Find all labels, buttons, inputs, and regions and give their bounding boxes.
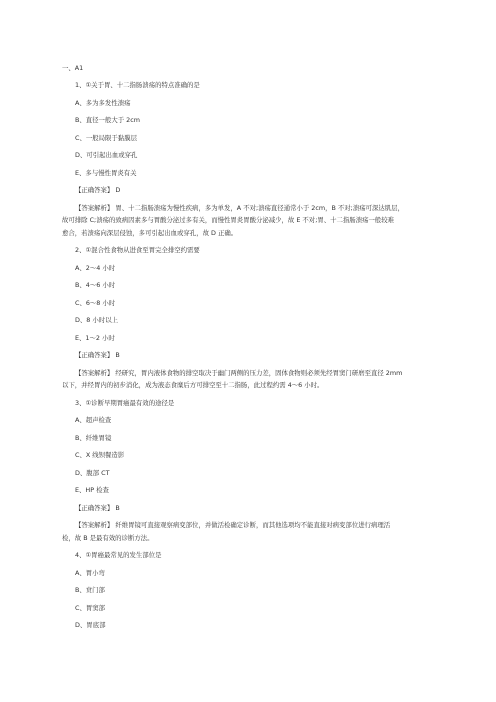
answer-option: E、HP 检查 (75, 486, 109, 494)
answer-explanation (62, 521, 436, 542)
explanation-line: 【答案解析】 经研究，胃内液体食物的排空取决于幽门两侧的压力差，固体食物则必须先经胃窦门研磨至直径 2mm (75, 368, 403, 377)
question-block (62, 81, 436, 237)
answer-option: C、6～8 小时 (75, 298, 116, 307)
question-list (62, 81, 436, 629)
explanation-line: 【答案解析】 纤维胃镜可直接观察病变部位，并做活检确定诊断，而其他选项均不能直接对病变部位进行病理活 (75, 521, 391, 529)
answer-option: C、胃窦部 (75, 603, 106, 612)
answer-option: D、胃底部 (75, 621, 106, 629)
answer-option: C、X 线钡餐造影 (75, 451, 125, 459)
document-content (62, 64, 436, 639)
answer-option: D、可引起出血或穿孔 (75, 151, 138, 159)
answer-option: A、胃小弯 (75, 568, 105, 577)
answer-option: C、一般局限于黏膜层 (75, 133, 137, 142)
explanation-line: 以下，并经胃内的初步消化，成为液态食糜后方可排空至十二指肠，此过程约需 4～6 小时。 (62, 381, 324, 389)
answer-option: E、多与慢性胃炎有关 (75, 168, 137, 177)
question-block (62, 551, 436, 629)
correct-answer: 【正确答案】 D (75, 186, 121, 194)
question-block (62, 246, 436, 389)
correct-answer: 【正确答案】 B (75, 351, 120, 359)
explanation-line: 【答案解析】 胃、十二指肠溃疡为慢性疾病，多为单发，A 不对;溃疡直径通常小于 2cm，B 不对;溃疡可深达肌层， (75, 203, 404, 212)
answer-option: A、多为多发性溃疡 (75, 98, 131, 107)
answer-option: E、1～2 小时 (75, 333, 115, 342)
answer-option: B、贲门部 (75, 586, 105, 594)
answer-option: D、8 小时以上 (75, 316, 118, 324)
answer-option: A、超声检查 (75, 416, 112, 424)
explanation-line: 故可排除 C;溃疡的致病因素多与胃酸分泌过多有关，而慢性胃炎胃酸分泌减少，故 E 不对;胃、十二指肠溃疡一般较难 (62, 216, 395, 224)
answer-explanation (62, 369, 436, 390)
question-stem: 1、①关于胃、十二指肠溃疡的特点准确的是 (75, 81, 200, 89)
question-block (62, 399, 436, 542)
explanation-line: 检，故 B 是最有效的诊断方法。 (62, 533, 154, 542)
question-stem: 3、①诊断早期胃癌最有效的途径是 (75, 398, 175, 407)
question-stem: 4、①胃癌最常见的发生部位是 (75, 551, 162, 559)
correct-answer: 【正确答案】 B (75, 503, 120, 512)
section-title: 一、A1 (62, 64, 84, 72)
question-stem: 2、①混合性食物从进食至胃完全排空约需要 (75, 246, 200, 254)
answer-option: A、2～4 小时 (75, 263, 116, 272)
explanation-line: 愈合，若溃疡向深层侵蚀，多可引起出血或穿孔，故 D 正确。 (62, 228, 238, 237)
answer-explanation (62, 204, 436, 237)
answer-option: B、纤维胃镜 (75, 433, 112, 442)
answer-option: D、腹部 CT (75, 468, 110, 477)
answer-option: B、4～6 小时 (75, 281, 116, 289)
answer-option: B、直径一般大于 2cm (75, 116, 140, 124)
